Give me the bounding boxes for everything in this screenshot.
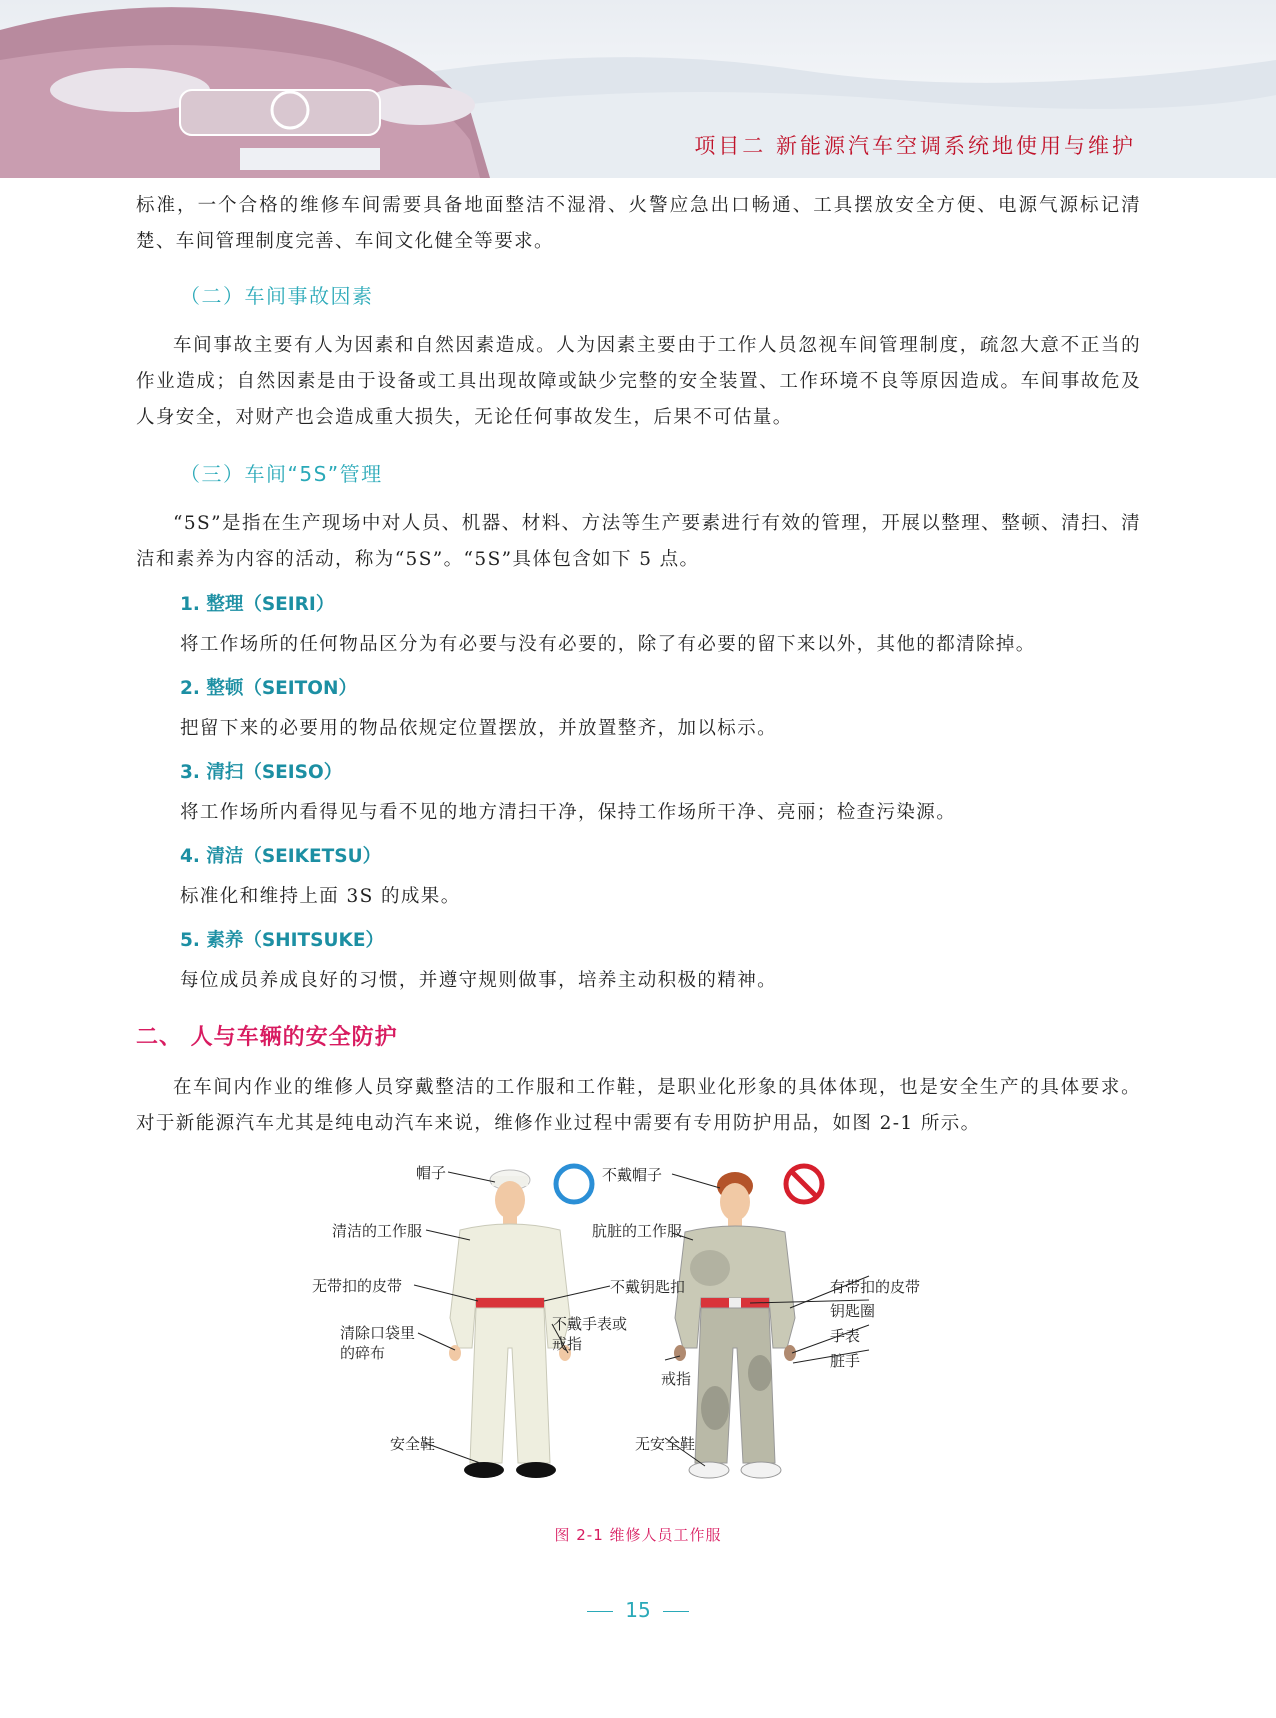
- page-number-right-dash: [663, 1611, 689, 1612]
- item-title-seiri: 1. 整理（SEIRI）: [180, 594, 335, 615]
- label-no-keys: 不戴钥匙扣: [610, 1278, 686, 1296]
- safety-paragraph: 在车间内作业的维修人员穿戴整洁的工作服和工作鞋，是职业化形象的具体体现，也是安全生产的具体要求。对于新能源汽车尤其是纯电动汽车来说，维修作业过程中需要有专用防护用品，如图 2-1 所示。: [136, 1077, 1141, 1134]
- label-buckle-belt: 有带扣的皮带: [830, 1278, 921, 1296]
- item-title-seiton: 2. 整顿（SEITON）: [180, 678, 358, 699]
- label-key-ring: 钥匙圈: [830, 1302, 876, 1320]
- item-title-seiso: 3. 清扫（SEISO）: [180, 762, 343, 783]
- section-title-safety: 二、 人与车辆的安全防护: [136, 1025, 398, 1050]
- 5s-paragraph: “5S”是指在生产现场中对人员、机器、材料、方法等生产要素进行有效的管理，开展以整理、整顿、清扫、清洁和素养为内容的活动，称为“5S”。“5S”具体包含如下 5 点。: [136, 513, 1141, 570]
- subsection-title-accident: （二）车间事故因素: [180, 284, 374, 308]
- item-body-seiton: 把留下来的必要用的物品依规定位置摆放，并放置整齐，加以标示。: [180, 718, 778, 739]
- page-number-value: 15: [625, 1598, 651, 1622]
- label-no-safety-shoes: 无安全鞋: [635, 1435, 696, 1453]
- label-no-watch: 不戴手表或戒指: [552, 1315, 628, 1353]
- subsection-title-5s: （三）车间“5S”管理: [180, 462, 383, 486]
- label-hat: 帽子: [416, 1164, 447, 1182]
- chapter-title: 项目二 新能源汽车空调系统地使用与维护: [694, 134, 1136, 158]
- page-number: [0, 1598, 1276, 1622]
- figure-work-clothes: [312, 1158, 950, 1518]
- item-body-seiso: 将工作场所内看得见与看不见的地方清扫干净，保持工作场所干净、亮丽；检查污染源。: [180, 802, 957, 823]
- correct-circle-icon: [556, 1166, 592, 1202]
- label-safety-shoes: 安全鞋: [390, 1435, 436, 1453]
- label-dirty-hands: 脏手: [830, 1352, 861, 1370]
- intro-paragraph: 标准，一个合格的维修车间需要具备地面整洁不湿滑、火警应急出口畅通、工具摆放安全方便、电源气源标记清楚、车间管理制度完善、车间文化健全等要求。: [136, 195, 1141, 252]
- label-dirty-suit: 肮脏的工作服: [592, 1222, 683, 1240]
- page-number-left-dash: [587, 1611, 613, 1612]
- figure-caption: 图 2-1 维修人员工作服: [554, 1526, 722, 1544]
- item-body-shitsuke: 每位成员养成良好的习惯，并遵守规则做事，培养主动积极的精神。: [180, 970, 778, 991]
- accident-paragraph: 车间事故主要有人为因素和自然因素造成。人为因素主要由于工作人员忽视车间管理制度，疏忽大意不正当的作业造成；自然因素是由于设备或工具出现故障或缺少完整的安全装置、工作环境不良等原因造成。车间事故危及人身安全，对财产也会造成重大损失，无论任何事故发生，后果不可估量。: [136, 335, 1141, 428]
- page-header: [0, 0, 1276, 178]
- item-body-seiketsu: 标准化和维持上面 3S 的成果。: [180, 886, 461, 907]
- label-clean-suit: 清洁的工作服: [332, 1222, 423, 1240]
- label-watch: 手表: [830, 1327, 861, 1345]
- label-no-hat: 不戴帽子: [602, 1166, 663, 1184]
- item-body-seiri: 将工作场所的任何物品区分为有必要与没有必要的，除了有必要的留下来以外，其他的都清除掉。: [180, 634, 1036, 655]
- label-ring: 戒指: [661, 1370, 692, 1388]
- item-title-seiketsu: 4. 清洁（SEIKETSU）: [180, 846, 382, 867]
- item-title-shitsuke: 5. 素养（SHITSUKE）: [180, 930, 384, 951]
- label-pocket: 清除口袋里的碎布: [340, 1324, 416, 1362]
- prohibited-icon: [786, 1166, 822, 1202]
- label-no-buckle-belt: 无带扣的皮带: [312, 1277, 403, 1295]
